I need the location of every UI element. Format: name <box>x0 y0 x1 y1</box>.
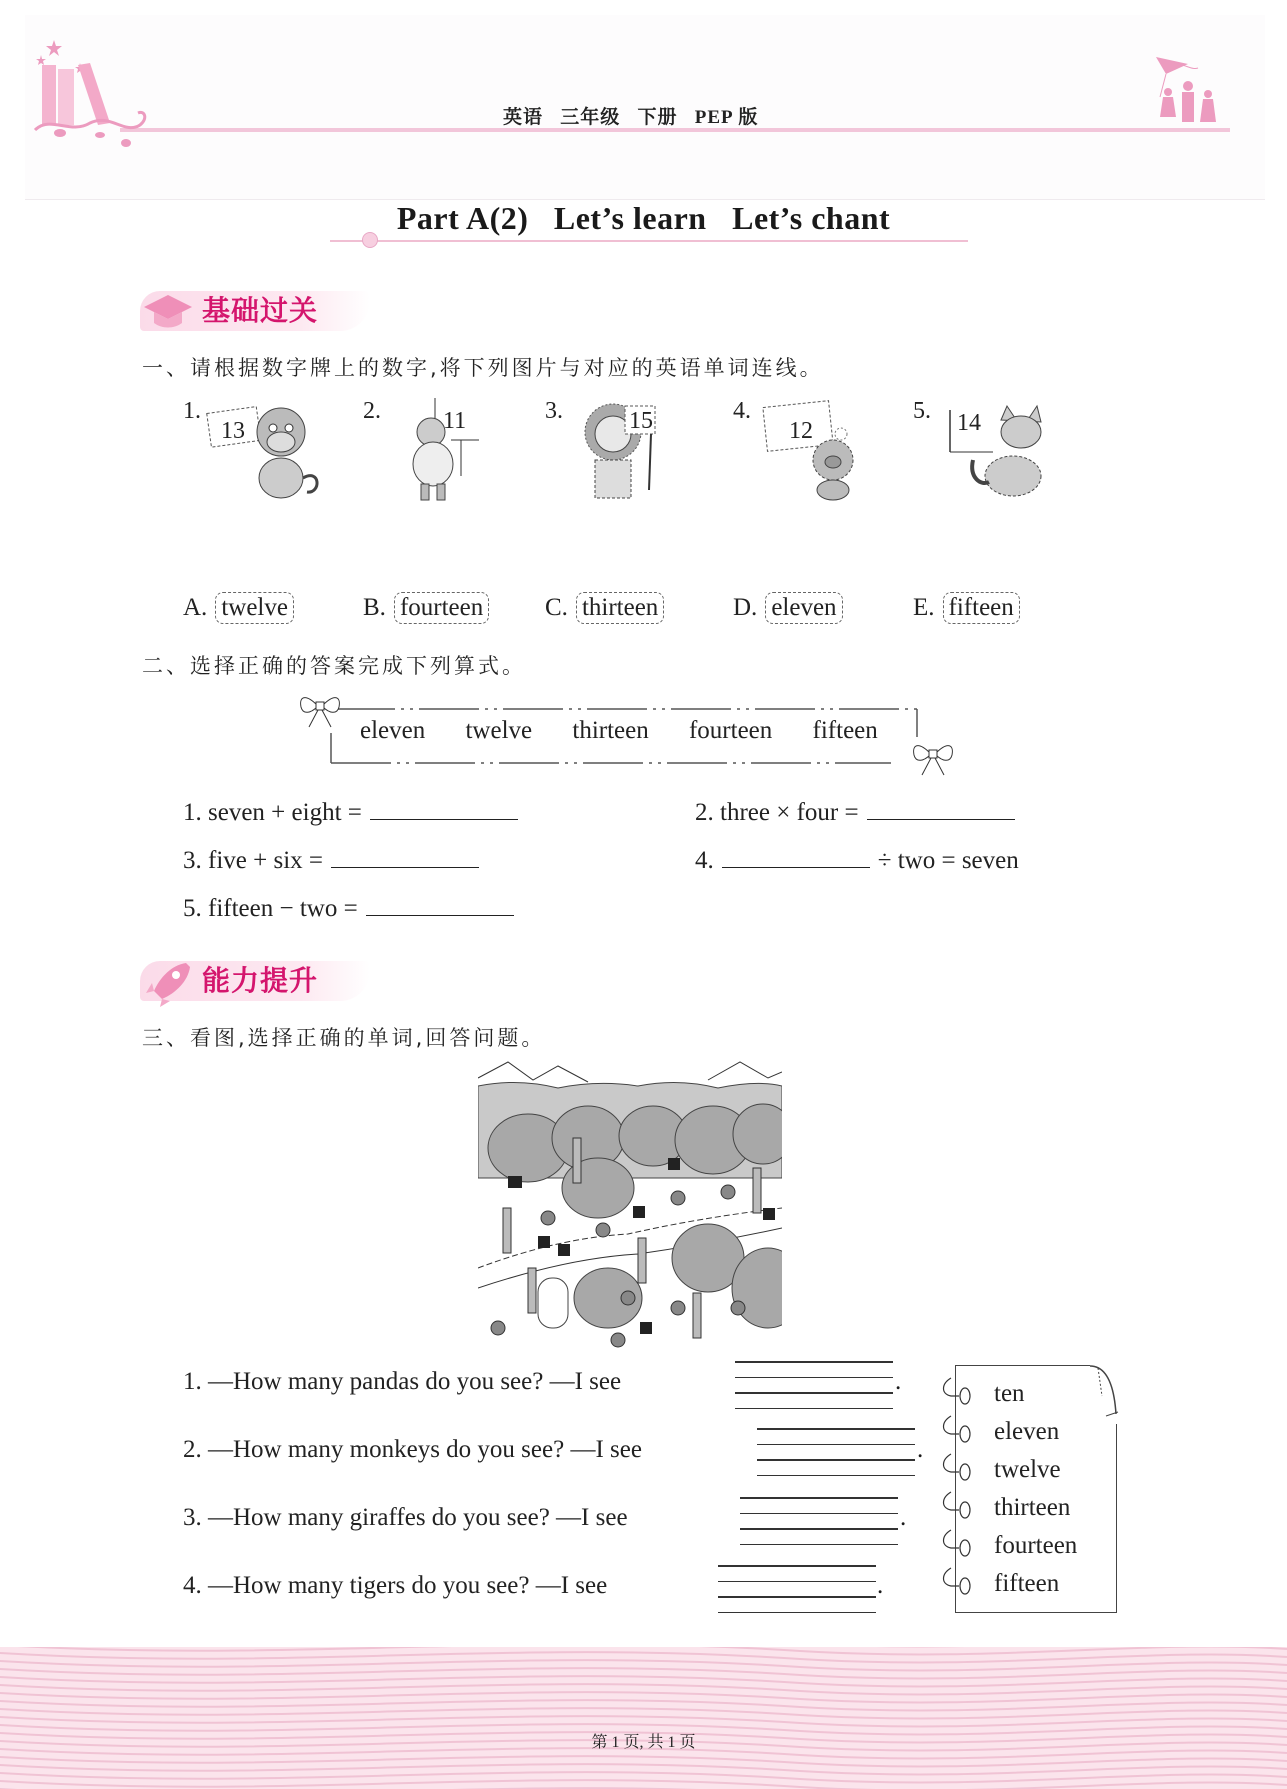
exercise2-instruction: 二、选择正确的答案完成下列算式。 <box>142 654 526 678</box>
section-banner-basic <box>140 285 375 337</box>
word-bank-word: thirteen <box>572 717 649 744</box>
equation <box>695 798 1023 827</box>
page-number: 第 1 页, 共 1 页 <box>591 1734 696 1751</box>
word-bank-words <box>360 717 912 745</box>
option-letter: A. <box>183 594 208 621</box>
number-sign: 12 <box>789 418 813 444</box>
equation-text: 1. seven + eight = <box>183 799 362 826</box>
bow-icon <box>910 741 956 777</box>
equation-text: 4. <box>695 847 714 874</box>
animal-scene-illustration <box>478 1058 782 1348</box>
answer-lines[interactable] <box>740 1497 898 1559</box>
answer-lines[interactable] <box>718 1565 876 1627</box>
period: . <box>917 1436 924 1463</box>
picture-number: 4. <box>733 398 751 424</box>
notebook-word: eleven <box>994 1418 1060 1445</box>
picture-item <box>733 398 893 508</box>
equation <box>183 798 526 827</box>
picture-item <box>183 398 343 508</box>
option-word[interactable]: fourteen <box>394 592 489 624</box>
title-dot <box>362 232 378 248</box>
notebook-word: fourteen <box>994 1532 1078 1559</box>
word-bank-word: twelve <box>465 717 533 744</box>
bow-icon <box>297 693 343 729</box>
option-item[interactable] <box>183 592 294 624</box>
answer-blank[interactable] <box>867 798 1015 820</box>
page-title: Part A(2) Let’s learn Let’s chant <box>396 200 891 236</box>
equation <box>183 894 522 923</box>
question: 4. —How many tigers do you see? —I see <box>183 1572 608 1599</box>
period: . <box>900 1504 907 1531</box>
notebook-word: thirteen <box>994 1494 1071 1521</box>
option-word[interactable]: eleven <box>765 592 842 624</box>
equation-text: 2. three × four = <box>695 799 859 826</box>
equation-text: 5. fifteen − two = <box>183 895 358 922</box>
pig-icon <box>753 398 883 503</box>
notebook-word: fifteen <box>994 1570 1060 1597</box>
number-sign: 13 <box>221 418 245 444</box>
option-item[interactable] <box>733 592 843 624</box>
word-bank <box>315 705 940 763</box>
answer-blank[interactable] <box>370 798 518 820</box>
graduation-cap-icon <box>142 289 194 335</box>
option-item[interactable] <box>545 592 664 624</box>
option-letter: B. <box>363 594 386 621</box>
picture-number: 1. <box>183 398 201 424</box>
picture-item <box>913 398 1073 508</box>
section-banner-advanced <box>140 955 375 1007</box>
rocket-icon <box>142 959 194 1009</box>
answer-blank[interactable] <box>722 846 870 868</box>
question: 1. —How many pandas do you see? —I see <box>183 1368 622 1395</box>
equation-text: 3. five + six = <box>183 847 323 874</box>
question: 2. —How many monkeys do you see? —I see <box>183 1436 642 1463</box>
exercise3-instruction: 三、看图,选择正确的单词,回答问题。 <box>142 1026 546 1050</box>
notebook-word: twelve <box>994 1456 1061 1483</box>
period: . <box>895 1368 902 1395</box>
picture-item <box>363 398 523 508</box>
number-sign: 14 <box>957 410 981 436</box>
period: . <box>877 1572 884 1599</box>
spiral-binding-icon <box>941 1372 973 1612</box>
option-item[interactable] <box>913 592 1020 624</box>
number-sign: 15 <box>629 408 653 434</box>
section-title: 基础过关 <box>202 294 319 327</box>
picture-number: 2. <box>363 398 381 424</box>
book-info: 英语 三年级 下册 PEP 版 <box>503 107 759 128</box>
title-underline <box>330 240 968 242</box>
picture-number: 5. <box>913 398 931 424</box>
word-bank-word: fifteen <box>812 717 878 744</box>
notebook-word-list <box>955 1365 1117 1613</box>
equation <box>183 846 487 875</box>
answer-lines[interactable] <box>735 1361 893 1423</box>
page-footer <box>0 1647 1287 1789</box>
wave-pattern <box>0 1647 1287 1789</box>
notebook-word: ten <box>994 1380 1025 1407</box>
books-decoration-icon <box>30 35 160 155</box>
number-sign: 11 <box>443 408 467 434</box>
equation-text: ÷ two = seven <box>877 847 1019 874</box>
option-letter: E. <box>913 594 935 621</box>
answer-blank[interactable] <box>366 894 514 916</box>
question: 3. —How many giraffes do you see? —I see <box>183 1504 628 1531</box>
option-word[interactable]: thirteen <box>576 592 664 624</box>
cat-icon <box>933 398 1063 503</box>
word-bank-word: eleven <box>360 717 426 744</box>
equation <box>695 846 1019 875</box>
page-curl-icon <box>1090 1364 1120 1424</box>
answer-lines[interactable] <box>757 1428 915 1490</box>
option-letter: D. <box>733 594 758 621</box>
option-word[interactable]: fifteen <box>943 592 1020 624</box>
picture-item <box>545 398 705 508</box>
picture-number: 3. <box>545 398 563 424</box>
exercise1-instruction: 一、请根据数字牌上的数字,将下列图片与对应的英语单词连线。 <box>142 356 824 380</box>
kids-kite-decoration-icon <box>1148 52 1228 132</box>
word-bank-word: fourteen <box>688 717 773 744</box>
section-title: 能力提升 <box>202 964 319 997</box>
answer-blank[interactable] <box>331 846 479 868</box>
option-letter: C. <box>545 594 568 621</box>
option-word[interactable]: twelve <box>215 592 294 624</box>
monkey-icon <box>203 398 333 503</box>
option-item[interactable] <box>363 592 489 624</box>
